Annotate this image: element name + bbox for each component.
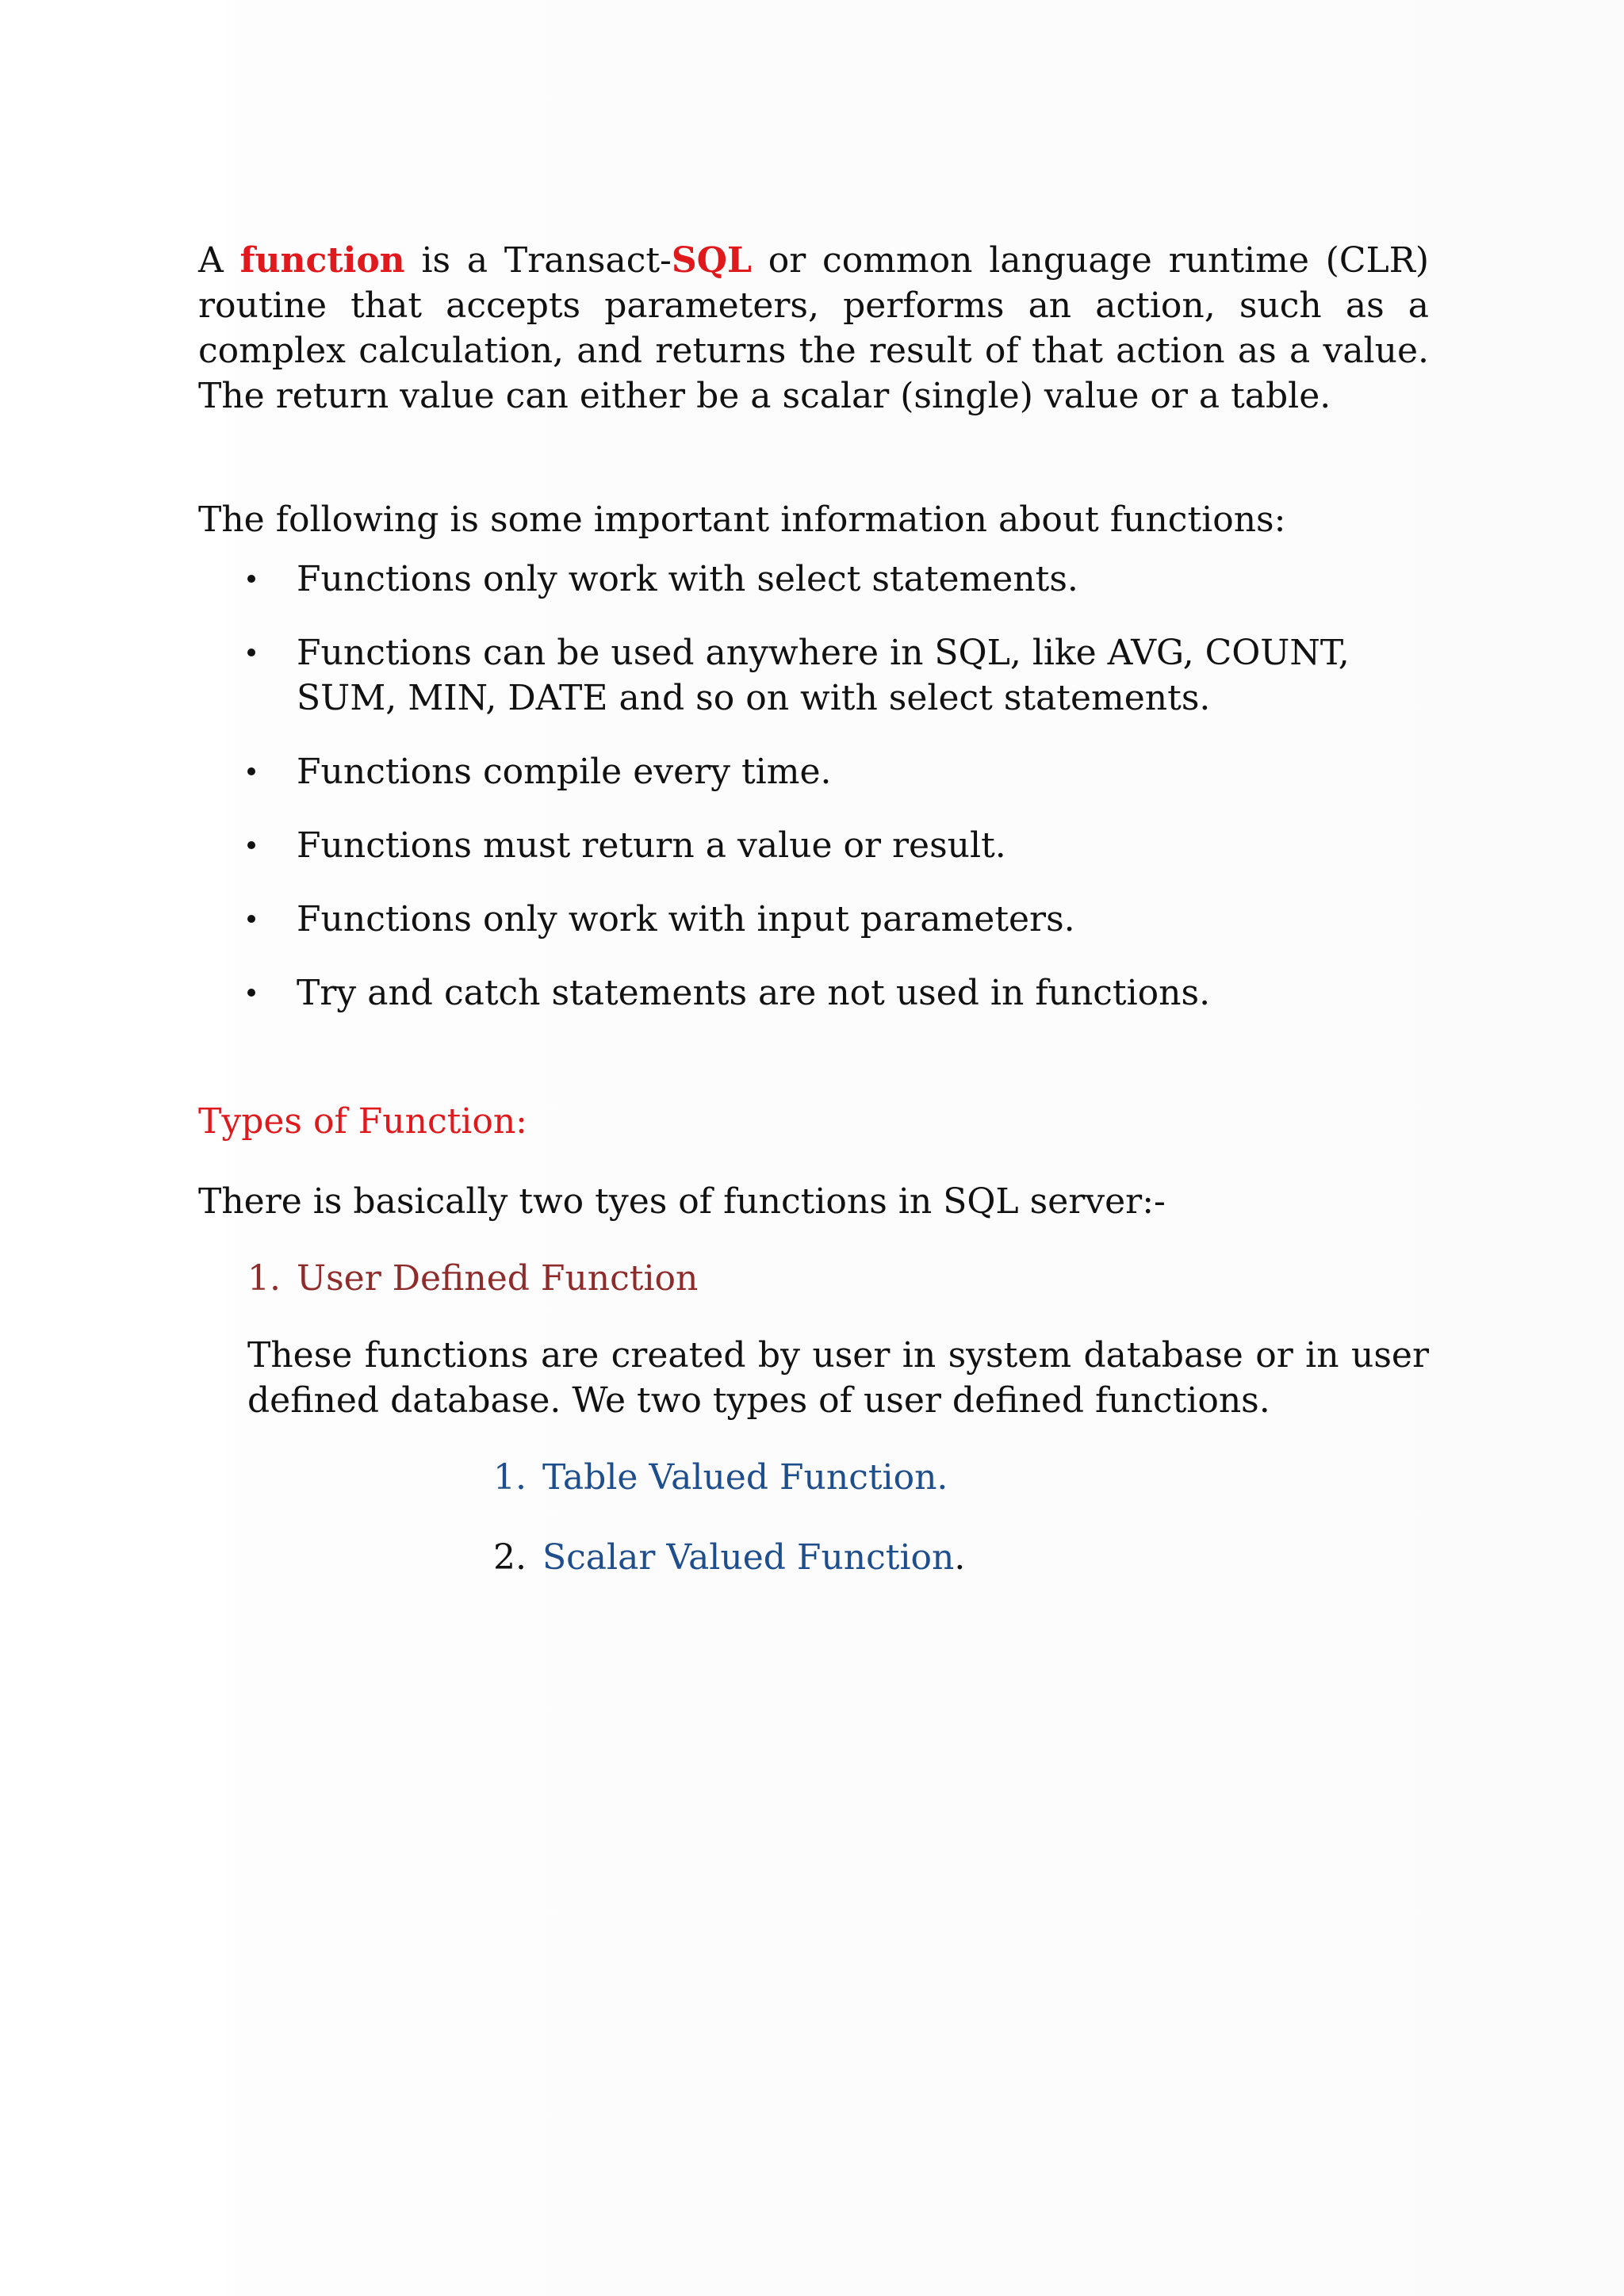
bullet-dot-icon — [247, 841, 255, 849]
udf-description-line-2: defined database. We two types of user defined functions. — [247, 1380, 1270, 1421]
following-paragraph: The following is some important information about functions: — [198, 499, 1286, 540]
subtype-number: 2. — [493, 1537, 527, 1578]
keyword-sql: SQL — [671, 240, 752, 281]
subtype-label: Table Valued Function. — [542, 1457, 948, 1498]
bullet-dot-icon — [247, 767, 255, 775]
list-item-text: Functions only work with select statements. — [297, 559, 1078, 599]
list-item-text: Try and catch statements are not used in functions. — [297, 973, 1211, 1013]
list-item — [198, 749, 1429, 794]
keyword-function: function — [239, 240, 405, 281]
list-item — [198, 897, 1429, 942]
function-facts-list — [198, 557, 1429, 1016]
basic-paragraph: There is basically two tyes of functions in SQL server:- — [198, 1181, 1166, 1222]
document-content — [198, 238, 1429, 1580]
types-heading: Types of Function: — [198, 1101, 527, 1142]
bullet-dot-icon — [247, 575, 255, 583]
intro-paragraph — [198, 238, 1429, 419]
list-item-text: Functions must return a value or result. — [297, 825, 1006, 866]
list-item-text: Functions only work with input parameters. — [297, 899, 1075, 939]
subtype-period: . — [954, 1537, 966, 1578]
subtype-scalar-valued — [493, 1535, 1429, 1580]
udf-number: 1. — [247, 1258, 281, 1299]
udf-list-item — [247, 1256, 1429, 1301]
list-item — [198, 970, 1429, 1016]
bullet-dot-icon — [247, 989, 255, 997]
list-item-text: Functions can be used anywhere in SQL, like AVG, COUNT, SUM, MIN, DATE and so on with select statements. — [297, 633, 1350, 718]
subtype-number: 1. — [493, 1457, 527, 1498]
bullet-dot-icon — [247, 915, 255, 923]
bullet-dot-icon — [247, 649, 255, 656]
list-item — [198, 557, 1429, 602]
list-item-text: Functions compile every time. — [297, 752, 832, 792]
subtype-table-valued — [493, 1455, 1429, 1500]
list-item — [198, 630, 1429, 721]
intro-mid: is a Transact- — [404, 240, 672, 281]
subtype-label: Scalar Valued Function — [542, 1537, 955, 1578]
udf-description-line-1: These functions are created by user in system database or in user — [247, 1335, 1429, 1376]
intro-prefix: A — [198, 240, 240, 281]
list-item — [198, 823, 1429, 868]
udf-description — [247, 1333, 1429, 1423]
udf-label: User Defined Function — [297, 1258, 699, 1299]
intro-rest: or common language runtime (CLR) routine that accepts parameters, performs an action, such as a complex calculation, and returns the result of that action as a value. The return value can either be a scalar (single) value or a table. — [198, 240, 1429, 416]
